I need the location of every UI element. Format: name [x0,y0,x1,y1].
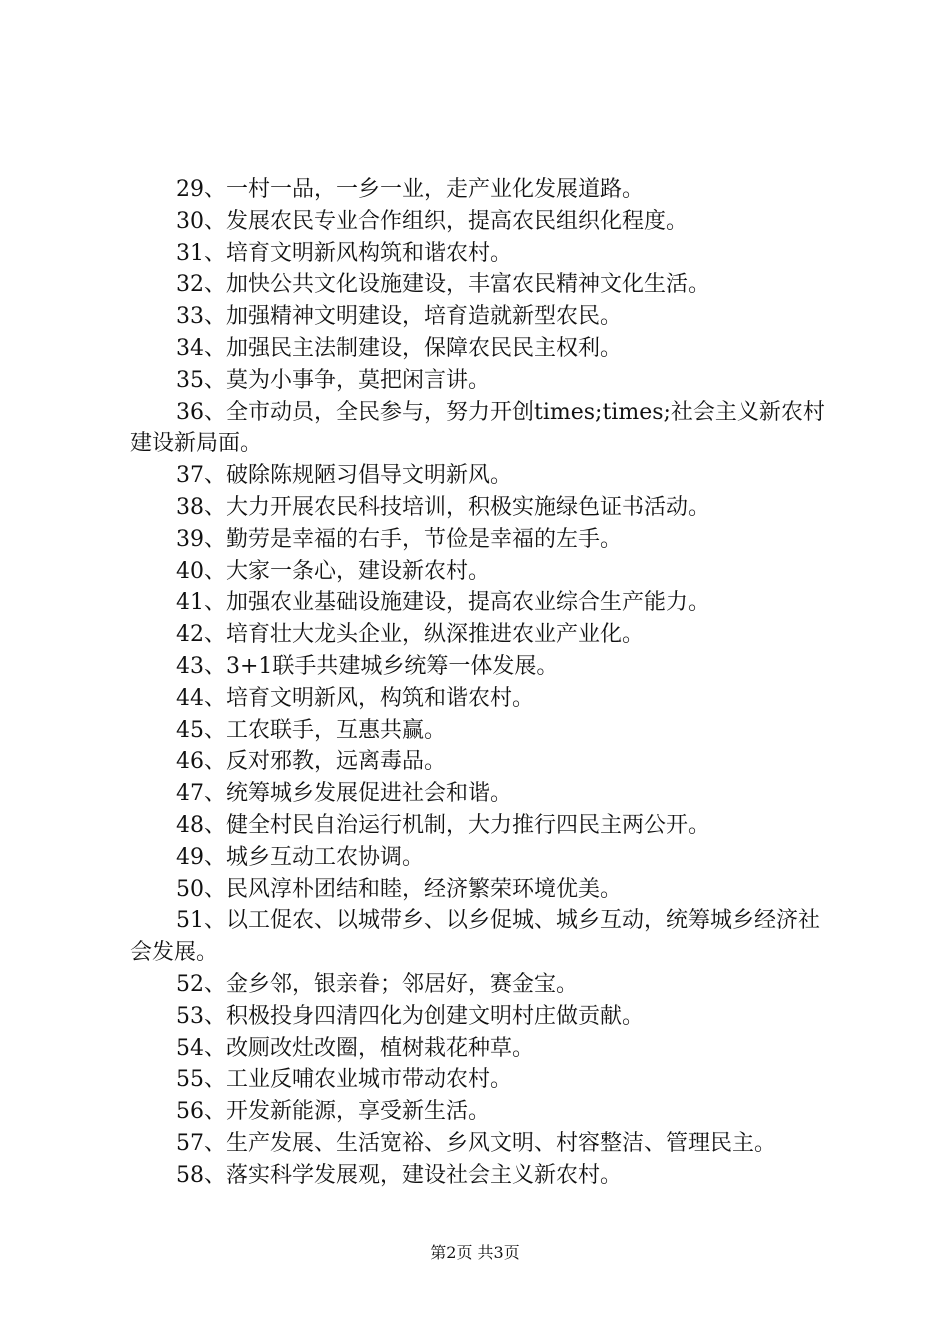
list-item: 38、大力开展农民科技培训，积极实施绿色证书活动。 [176,494,710,520]
list-item: 37、破除陈规陋习倡导文明新风。 [176,463,512,489]
page-number-label: 第2页 共3页 [430,1243,520,1262]
list-item: 29、一村一品，一乡一业，走产业化发展道路。 [176,177,644,202]
list-item: 47、统筹城乡发展促进社会和谐。 [176,781,512,807]
list-item: 35、莫为小事争，莫把闲言讲。 [176,367,490,393]
list-item: 43、3+1联手共建城乡统筹一体发展。 [176,653,559,679]
list-item: 52、金乡邻，银亲眷；邻居好，赛金宝。 [176,971,578,997]
page-footer [0,1243,950,1263]
list-item: 39、勤劳是幸福的右手，节俭是幸福的左手。 [176,526,622,552]
list-item: 32、加快公共文化设施建设，丰富农民精神文化生活。 [176,272,710,298]
list-item: 56、开发新能源，享受新生活。 [176,1099,490,1125]
document-body [130,174,835,1192]
list-item: 51、以工促农、以城带乡、以乡促城、城乡互动，统筹城乡经济社会发展。 [130,908,820,966]
list-item: 33、加强精神文明建设，培育造就新型农民。 [176,304,622,330]
list-item: 34、加强民主法制建设，保障农民民主权利。 [176,335,622,361]
list-item: 53、积极投身四清四化为创建文明村庄做贡献。 [176,1003,644,1029]
list-item: 42、培育壮大龙头企业，纵深推进农业产业化。 [176,622,644,648]
list-item: 36、全市动员，全民参与，努力开创times;times;社会主义新农村建设新局面。 [130,399,825,457]
list-item: 41、加强农业基础设施建设，提高农业综合生产能力。 [176,590,710,616]
list-item: 31、培育文明新风构筑和谐农村。 [176,240,512,266]
list-item: 54、改厕改灶改圈，植树栽花种草。 [176,1035,534,1061]
list-item: 55、工业反哺农业城市带动农村。 [176,1067,512,1093]
list-item: 40、大家一条心，建设新农村。 [176,558,490,584]
list-item: 30、发展农民专业合作组织，提高农民组织化程度。 [176,208,688,234]
list-item: 58、落实科学发展观，建设社会主义新农村。 [176,1162,622,1188]
list-item: 45、工农联手，互惠共赢。 [176,717,446,743]
list-item: 48、健全村民自治运行机制，大力推行四民主两公开。 [176,812,710,838]
list-item: 44、培育文明新风，构筑和谐农村。 [176,685,534,711]
list-item: 46、反对邪教，远离毒品。 [176,749,446,775]
list-item: 57、生产发展、生活宽裕、乡风文明、村容整洁、管理民主。 [176,1130,776,1156]
list-item: 49、城乡互动工农协调。 [176,844,424,870]
list-item: 50、民风淳朴团结和睦，经济繁荣环境优美。 [176,876,622,902]
